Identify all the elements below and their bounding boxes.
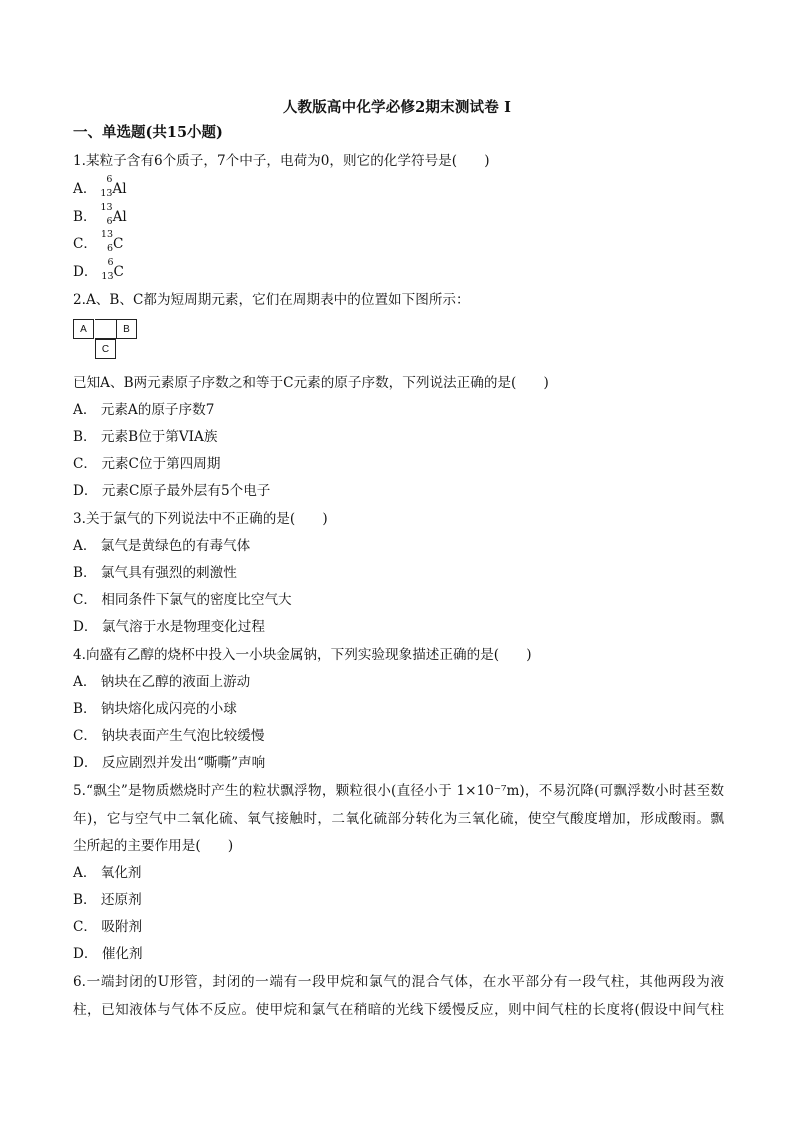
question-5-stem-line-2: 年)，它与空气中二氧化硫、氧气接触时，二氧化硫部分转化为三氧化硫，使空气酸度增加，形成酸雨。飘 xyxy=(73,811,724,827)
question-4-option-b: B． 钠块熔化成闪亮的小球 xyxy=(73,701,237,717)
question-5-option-b: B． 还原剂 xyxy=(73,892,142,908)
question-2-option-a: A． 元素A的原子序数7 xyxy=(73,402,215,418)
question-2-option-c: C． 元素C位于第四周期 xyxy=(73,456,221,472)
question-1-option-a: A． 6 13 Al xyxy=(73,174,127,199)
cell-b: B xyxy=(116,319,137,339)
question-3-option-c: C． 相同条件下氯气的密度比空气大 xyxy=(73,592,292,608)
question-5-option-d: D． 催化剂 xyxy=(73,946,143,962)
question-5-stem-line-1: 5.“飘尘”是物质燃烧时产生的粒状飘浮物，颗粒很小(直径小于 1×10⁻⁷m)，不易沉降(可飘浮数小时甚至数 xyxy=(73,783,724,799)
cell-c: C xyxy=(95,339,116,359)
question-1-option-c: C． 13 6 C xyxy=(73,229,124,254)
question-3-option-a: A． 氯气是黄绿色的有毒气体 xyxy=(73,538,251,554)
question-2-option-d: D． 元素C原子最外层有5个电子 xyxy=(73,483,271,499)
question-3-stem: 3.关于氯气的下列说法中不正确的是( ) xyxy=(73,511,328,527)
question-2-option-b: B． 元素B位于第VIA族 xyxy=(73,429,218,445)
isotope-notation: 6 13 xyxy=(100,174,113,199)
section-heading: 一、单选题(共15小题) xyxy=(73,124,223,141)
question-5-option-a: A． 氧化剂 xyxy=(73,865,142,881)
page-title: 人教版高中化学必修2期末测试卷 I xyxy=(282,99,512,116)
cell-empty xyxy=(95,319,116,339)
question-1-option-d: D． 6 13 C xyxy=(73,257,124,282)
question-2-stem-continued: 已知A、B两元素原子序数之和等于C元素的原子序数，下列说法正确的是( ) xyxy=(73,375,549,391)
question-4-option-a: A． 钠块在乙醇的液面上游动 xyxy=(73,674,251,690)
question-4-option-d: D． 反应剧烈并发出“嘶嘶”声响 xyxy=(73,755,266,771)
isotope-notation: 13 6 xyxy=(100,229,113,254)
question-3-option-d: D． 氯气溶于水是物理变化过程 xyxy=(73,619,265,635)
question-5-stem-line-3: 尘所起的主要作用是( ) xyxy=(73,838,234,854)
question-4-stem: 4.向盛有乙醇的烧杯中投入一小块金属钠，下列实验现象描述正确的是( ) xyxy=(73,647,532,663)
question-2-stem: 2.A、B、C都为短周期元素，它们在周期表中的位置如下图所示： xyxy=(73,292,470,308)
question-1-stem: 1.某粒子含有6个质子，7个中子，电荷为0，则它的化学符号是( ) xyxy=(73,153,490,169)
isotope-notation: 13 6 xyxy=(100,202,113,227)
cell-a: A xyxy=(73,319,94,339)
question-6-stem-line-2: 柱，已知液体与气体不反应。使甲烷和氯气在稍暗的光线下缓慢反应，则中间气柱的长度将(假设中间气柱 xyxy=(73,1002,724,1018)
question-6-stem-line-1: 6.一端封闭的U形管，封闭的一端有一段甲烷和氯气的混合气体，在水平部分有一段气柱，其他两段为液 xyxy=(73,974,724,990)
periodic-table-fragment xyxy=(73,319,139,363)
question-3-option-b: B． 氯气具有强烈的刺激性 xyxy=(73,565,237,581)
isotope-notation: 6 13 xyxy=(101,257,114,282)
question-5-option-c: C． 吸附剂 xyxy=(73,919,143,935)
question-4-option-c: C． 钠块表面产生气泡比较缓慢 xyxy=(73,728,265,744)
question-1-option-b: B． 13 6 Al xyxy=(73,202,127,227)
